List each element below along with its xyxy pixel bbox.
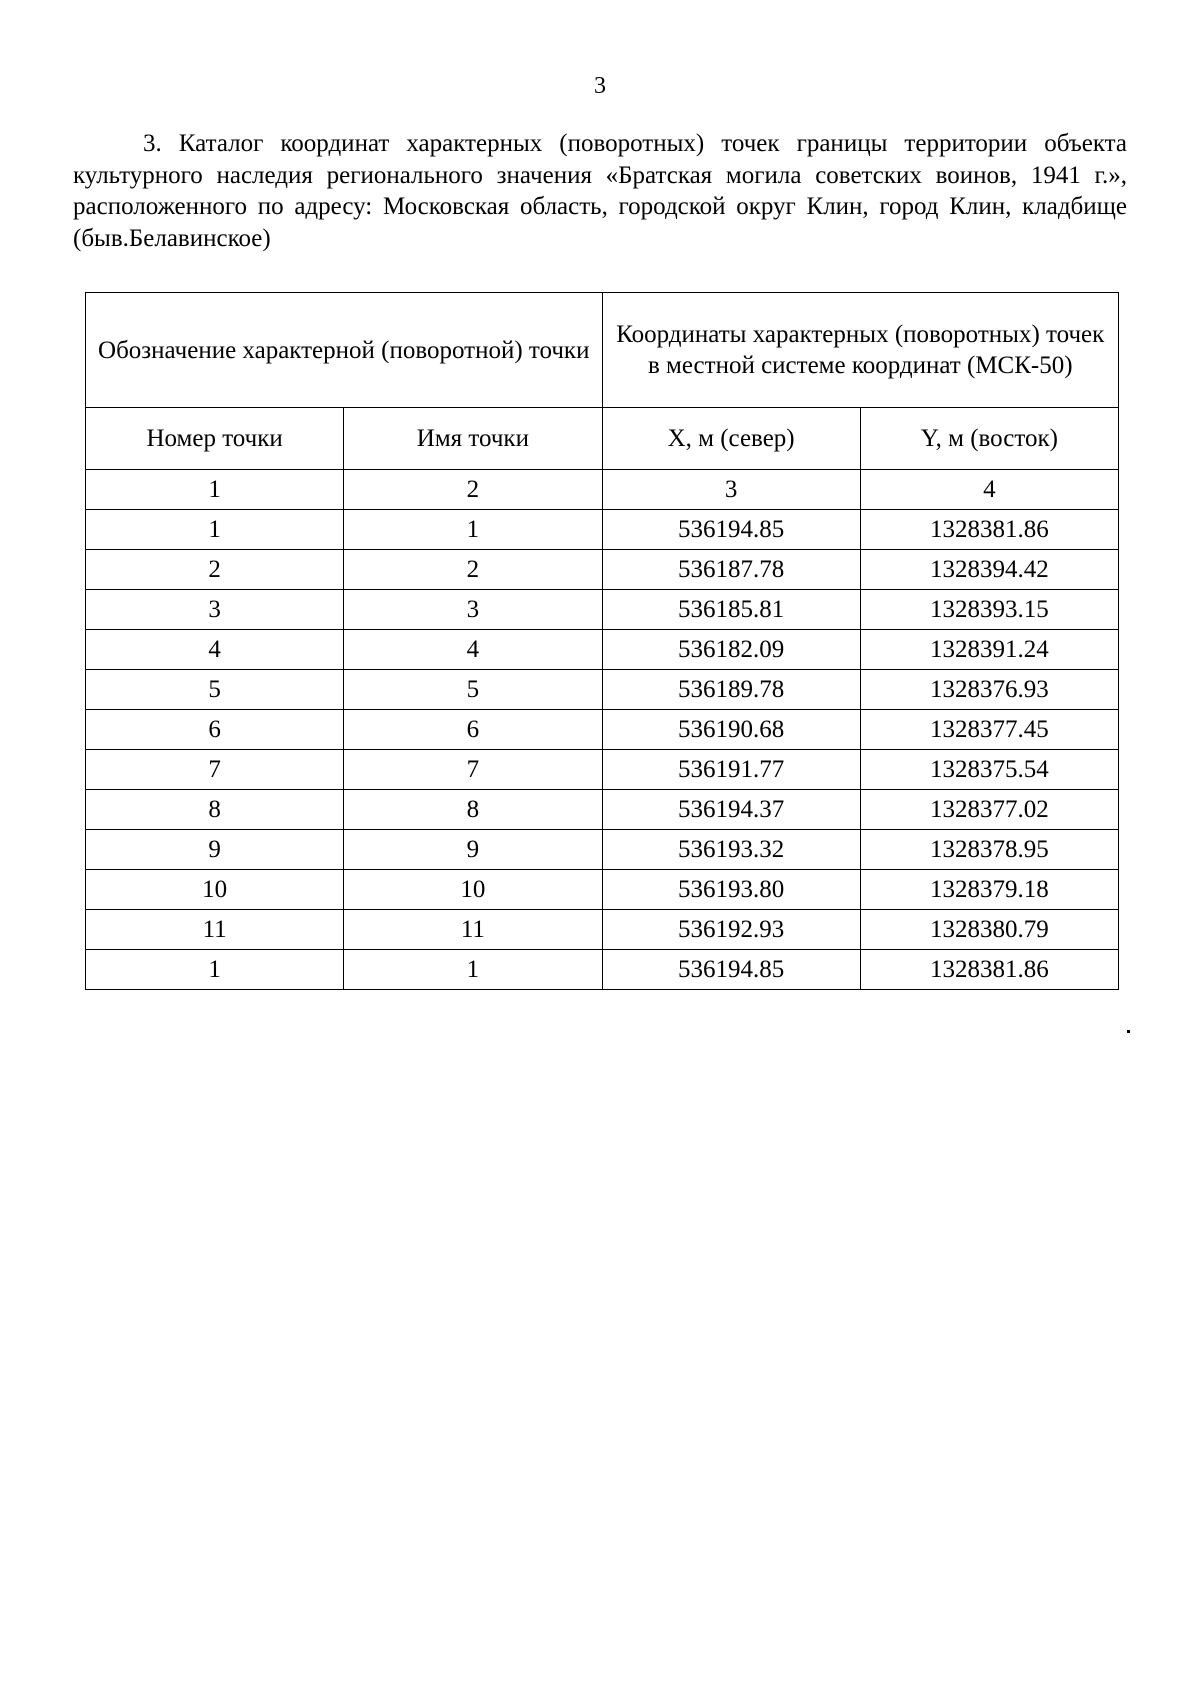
cell-point-name: 11 (344, 910, 602, 950)
table-row (86, 870, 1119, 910)
table-group-header-row (86, 293, 1119, 408)
cell-point-number: 11 (86, 910, 344, 950)
cell-y: 1328391.24 (860, 630, 1118, 670)
page-number: 3 (594, 73, 606, 99)
table-row (86, 670, 1119, 710)
table-row (86, 630, 1119, 670)
cell-x: 536194.85 (602, 510, 860, 550)
table-row (86, 510, 1119, 550)
cell-y: 1328381.86 (860, 950, 1118, 990)
cell-point-name: 6 (344, 710, 602, 750)
cell-point-name: 4 (344, 630, 602, 670)
cell-point-number: 6 (86, 710, 344, 750)
cell-y: 1328380.79 (860, 910, 1118, 950)
table-row (86, 830, 1119, 870)
cell-x: 536190.68 (602, 710, 860, 750)
cell-point-number: 1 (86, 510, 344, 550)
column-header-y: Y, м (восток) (860, 408, 1118, 470)
table-row (86, 950, 1119, 990)
stray-dot-mark (1127, 1030, 1130, 1033)
cell-point-number: 2 (86, 550, 344, 590)
coordinates-table (85, 292, 1119, 990)
cell-y: 1328381.86 (860, 510, 1118, 550)
cell-point-name: 8 (344, 790, 602, 830)
column-number-cell: 1 (86, 470, 344, 510)
cell-y: 1328394.42 (860, 550, 1118, 590)
designation-group-header (86, 293, 603, 408)
cell-point-number: 9 (86, 830, 344, 870)
table-row (86, 910, 1119, 950)
cell-x: 536194.85 (602, 950, 860, 990)
table-row (86, 790, 1119, 830)
table-row (86, 590, 1119, 630)
cell-point-name: 1 (344, 950, 602, 990)
table-row (86, 750, 1119, 790)
cell-point-number: 10 (86, 870, 344, 910)
column-number-row (86, 470, 1119, 510)
table-row (86, 710, 1119, 750)
cell-point-number: 4 (86, 630, 344, 670)
cell-x: 536187.78 (602, 550, 860, 590)
cell-y: 1328377.02 (860, 790, 1118, 830)
cell-point-name: 1 (344, 510, 602, 550)
cell-point-number: 1 (86, 950, 344, 990)
cell-x: 536191.77 (602, 750, 860, 790)
cell-y: 1328377.45 (860, 710, 1118, 750)
cell-x: 536185.81 (602, 590, 860, 630)
column-header-point-number: Номер точки (86, 408, 344, 470)
cell-y: 1328375.54 (860, 750, 1118, 790)
cell-point-name: 5 (344, 670, 602, 710)
cell-y: 1328376.93 (860, 670, 1118, 710)
cell-point-number: 8 (86, 790, 344, 830)
cell-point-name: 7 (344, 750, 602, 790)
cell-y: 1328378.95 (860, 830, 1118, 870)
cell-point-number: 7 (86, 750, 344, 790)
coordinates-group-header-text: Координаты характерных (поворотных) точек в местной системе координат (МСК-50) (616, 321, 1105, 379)
cell-x: 536193.32 (602, 830, 860, 870)
cell-x: 536189.78 (602, 670, 860, 710)
cell-point-name: 2 (344, 550, 602, 590)
column-number-cell: 4 (860, 470, 1118, 510)
cell-y: 1328379.18 (860, 870, 1118, 910)
table-column-header-row (86, 408, 1119, 470)
cell-x: 536193.80 (602, 870, 860, 910)
coordinates-group-header (602, 293, 1119, 408)
cell-point-number: 5 (86, 670, 344, 710)
designation-group-header-text: Обозначение характерной (поворотной) точки (98, 336, 590, 364)
cell-point-name: 3 (344, 590, 602, 630)
cell-x: 536192.93 (602, 910, 860, 950)
cell-x: 536194.37 (602, 790, 860, 830)
cell-point-number: 3 (86, 590, 344, 630)
cell-x: 536182.09 (602, 630, 860, 670)
cell-point-name: 10 (344, 870, 602, 910)
column-number-cell: 2 (344, 470, 602, 510)
table-row (86, 550, 1119, 590)
cell-point-name: 9 (344, 830, 602, 870)
column-number-cell: 3 (602, 470, 860, 510)
column-header-point-name: Имя точки (344, 408, 602, 470)
section-heading: 3. Каталог координат характерных (поворотных) точек границы территории объекта культурного наследия регионального значения «Братская могила советских воинов, 1941 г.», расположенного по адресу: Московская область, городской округ Клин, город Клин, кладбище (быв.Белавинское) (73, 130, 1127, 252)
column-header-x: X, м (север) (602, 408, 860, 470)
cell-y: 1328393.15 (860, 590, 1118, 630)
